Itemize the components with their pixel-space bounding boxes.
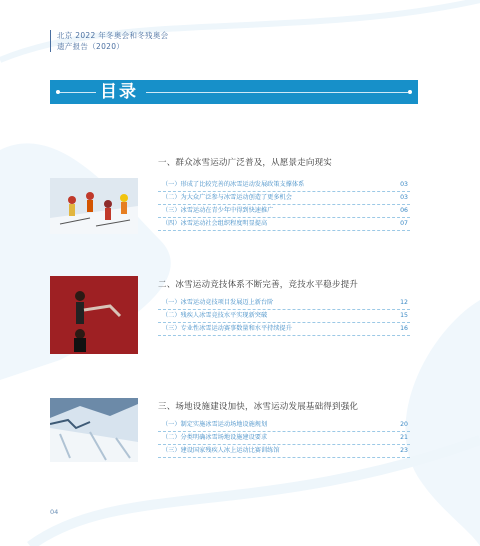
- toc-entry-page: 20: [400, 421, 408, 428]
- section-items: [158, 297, 410, 336]
- toc-entry[interactable]: [158, 205, 410, 218]
- banner-line: [60, 92, 96, 93]
- page-number: 04: [50, 508, 59, 516]
- figure-skating-photo: [50, 276, 138, 354]
- toc-entry-page: 07: [400, 220, 408, 227]
- toc-entry-label: （四）冰雪运动社会组织程度明显提高: [162, 220, 268, 227]
- toc-entry-page: 23: [400, 447, 408, 454]
- report-header: [50, 30, 168, 52]
- toc-banner: [50, 80, 418, 104]
- banner-dot-icon: [408, 90, 412, 94]
- toc-entry-label: （三）冰雪运动在青少年中得到快速推广: [162, 207, 274, 214]
- toc-entry-page: 03: [400, 194, 408, 201]
- toc-entry[interactable]: [158, 445, 410, 458]
- section-title: 二、冰雪运动竞技体系不断完善，竞技水平稳步提升: [158, 280, 359, 290]
- toc-entry-label: （二）分类明确冰雪场地设施建设要求: [162, 434, 268, 441]
- toc-entry-label: （一）冰雪运动竞技项目发展迈上新台阶: [162, 299, 274, 306]
- toc-entry-page: 06: [400, 207, 408, 214]
- toc-entry-label: （三）建设国家残疾人冰上运动比赛训练馆: [162, 447, 280, 454]
- banner-line: [146, 92, 408, 93]
- toc-entry[interactable]: [158, 323, 410, 336]
- toc-entry-page: 12: [400, 299, 408, 306]
- toc-entry[interactable]: [158, 179, 410, 192]
- toc-entry-label: （二）为大众广泛参与冰雪运动创造了更多机会: [162, 194, 292, 201]
- toc-entry[interactable]: [158, 432, 410, 445]
- skiers-photo: [50, 178, 138, 234]
- header-subtitle: 遗产报告（2020）: [57, 42, 125, 51]
- toc-entry[interactable]: [158, 419, 410, 432]
- section-items: [158, 419, 410, 458]
- section-title: 一、群众冰雪运动广泛普及，从愿景走向现实: [158, 158, 333, 168]
- section-title: 三、场地设施建设加快，冰雪运动发展基础得到强化: [158, 402, 359, 412]
- ski-resort-photo: [50, 398, 138, 462]
- toc-entry-label: （一）制定实施冰雪运动场地设施规划: [162, 421, 268, 428]
- toc-entry-page: 03: [400, 181, 408, 188]
- toc-entry-label: （一）形成了比较完善的冰雪运动发展政策支撑体系: [162, 181, 305, 188]
- header-title: 北京 2022 年冬奥会和冬残奥会: [57, 31, 169, 40]
- toc-entry[interactable]: [158, 310, 410, 323]
- toc-entry-page: 16: [400, 325, 408, 332]
- toc-entry[interactable]: [158, 192, 410, 205]
- toc-entry[interactable]: [158, 297, 410, 310]
- toc-entry-label: （二）残疾人冰雪竞技水平实现新突破: [162, 312, 268, 319]
- section-items: [158, 179, 410, 231]
- toc-entry[interactable]: [158, 218, 410, 231]
- toc-entry-label: （三）专业性冰雪运动赛事数量和水平持续提升: [162, 325, 292, 332]
- toc-entry-page: 21: [400, 434, 408, 441]
- toc-entry-page: 15: [400, 312, 408, 319]
- toc-title: 目录: [100, 82, 138, 102]
